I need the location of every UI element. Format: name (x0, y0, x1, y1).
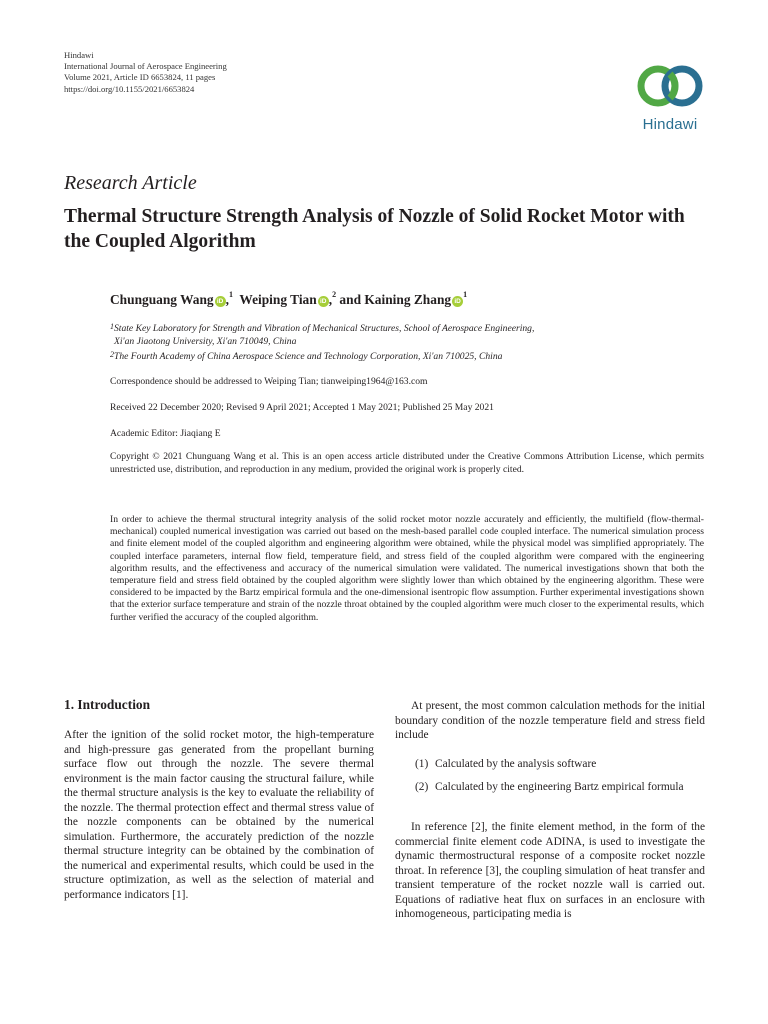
list-number: (2) (415, 781, 429, 793)
affiliation-mark: 1 (110, 322, 114, 331)
intro-paragraph: After the ignition of the solid rocket motor, the high-temperature and high-pressure gas generated from the propellant burning surface flow out through the nozzle. The severe thermal environment is the main factor causing the structural failure, while the thermal structure analysis is the key to evaluate the reliability of the nozzle. The thermal protection effect and thermal stress value of the nozzle components can be obtained by the numerical simulation. Furthermore, the accurately prediction of the nozzle thermal structure integrity can be obtained by the combination of the numerical and experimental results, which could be used in the structure optimization, as well as the selection of material and performance indicators [1]. (64, 729, 374, 901)
list-number: (1) (415, 758, 429, 770)
orcid-icon[interactable]: iD (452, 296, 463, 307)
affiliation-text-cont: Xi'an Jiaotong University, Xi'an 710049, China (114, 336, 297, 347)
author-separator: , (225, 292, 229, 307)
volume-line: Volume 2021, Article ID 6653824, 11 pages (64, 72, 216, 83)
orcid-icon[interactable]: iD (215, 296, 226, 307)
author-separator: and (336, 292, 365, 307)
affiliation-text: The Fourth Academy of China Aerospace Science and Technology Corporation, Xi'an 710025, China (114, 351, 503, 362)
author-affiliation-mark: 2 (332, 290, 337, 299)
copyright-notice: Copyright © 2021 Chunguang Wang et al. This is an open access article distributed under the Creative Commons Attribution License, which permits unrestricted use, distribution, and reproduction in any medium, provided the original work is properly cited. (110, 451, 704, 475)
author-name[interactable]: Kaining Zhang (364, 292, 452, 307)
methods-paragraph: At present, the most common calculation methods for the initial boundary condition of the nozzle temperature field and stress field include (395, 700, 705, 741)
affiliation-2 (110, 350, 502, 363)
affiliation-text: State Key Laboratory for Strength and Vibration of Mechanical Structures, School of Aerospace Engineering, (114, 323, 535, 334)
academic-editor: Academic Editor: Jiaqiang E (110, 428, 221, 439)
author-list (110, 292, 467, 308)
list-item (415, 757, 705, 772)
right-column-body (395, 820, 705, 922)
journal-metadata (64, 50, 227, 95)
section-heading: 1. Introduction (64, 697, 151, 712)
hindawi-logo-text: Hindawi (642, 116, 698, 133)
author-name[interactable]: Weiping Tian (239, 292, 317, 307)
publication-dates: Received 22 December 2020; Revised 9 April 2021; Accepted 1 May 2021; Published 25 May 2021 (110, 402, 494, 413)
affiliation-mark: 2 (110, 350, 114, 359)
orcid-icon[interactable]: iD (318, 296, 329, 307)
article-type: Research Article (64, 172, 197, 194)
list-item (415, 780, 705, 810)
references-paragraph: In reference [2], the finite element method, in the form of the commercial finite element code ADINA, is used to investigate the dynamic thermostructural response of a composite rocket nozzle throat. In reference [3], the coupling simulation of heat transfer and transient temperature of the rocket nozzle wall is carried out. Equations of radiative heat flux on surfaces in an enclosure with inhomogeneous, participating media is (395, 821, 705, 920)
list-text: Calculated by the engineering Bartz empirical formula (435, 781, 684, 793)
right-column-intro (395, 699, 705, 743)
doi-link[interactable]: https://doi.org/10.1155/2021/6653824 (64, 83, 195, 94)
abstract: In order to achieve the thermal structural integrity analysis of the solid rocket motor nozzle accurately and efficiently, the multifield (flow-thermal-mechanical) coupled numerical investigation was carried out based on the mesh-based parallel code coupled interface. The numerical simulation process and finite element model of the coupled algorithm and engineering algorithm were obtained, while the physical model was simplified appropriately. The coupled interface parameters, internal flow field, temperature field, and stress field of the coupled algorithm were compared with the engineering algorithm results, and the effectiveness and accuracy of the numerical simulation were validated. The numerical investigations shown that both the temperature field and stress field obtained by the coupled algorithm were slightly lower than which obtained by the engineering algorithm. These were considered to be impacted by the Bartz empirical formula and the one-dimensional isentropic flow assumption. Further experimental investigations shown that the exterior surface temperature and strain of the nozzle throat obtained by the coupled algorithm were much closer to the experimental results, which further verified the accuracy of the coupled algorithm. (110, 514, 704, 623)
publisher-name: Hindawi (64, 50, 94, 60)
hindawi-logo (620, 58, 720, 138)
article-title: Thermal Structure Strength Analysis of Nozzle of Solid Rocket Motor with the Coupled Algorithm (64, 206, 685, 252)
journal-name: International Journal of Aerospace Engineering (64, 61, 227, 72)
affiliation-1 (110, 322, 534, 348)
author-separator: , (328, 292, 333, 307)
list-text: Calculated by the analysis software (435, 758, 597, 770)
author-affiliation-mark: 1 (228, 290, 233, 299)
author-name[interactable]: Chunguang Wang (110, 292, 214, 307)
left-column (64, 728, 374, 902)
hindawi-rings-icon (620, 58, 720, 116)
author-affiliation-mark: 1 (463, 290, 468, 299)
correspondence: Correspondence should be addressed to Weiping Tian; tianweiping1964@163.com (110, 376, 428, 387)
